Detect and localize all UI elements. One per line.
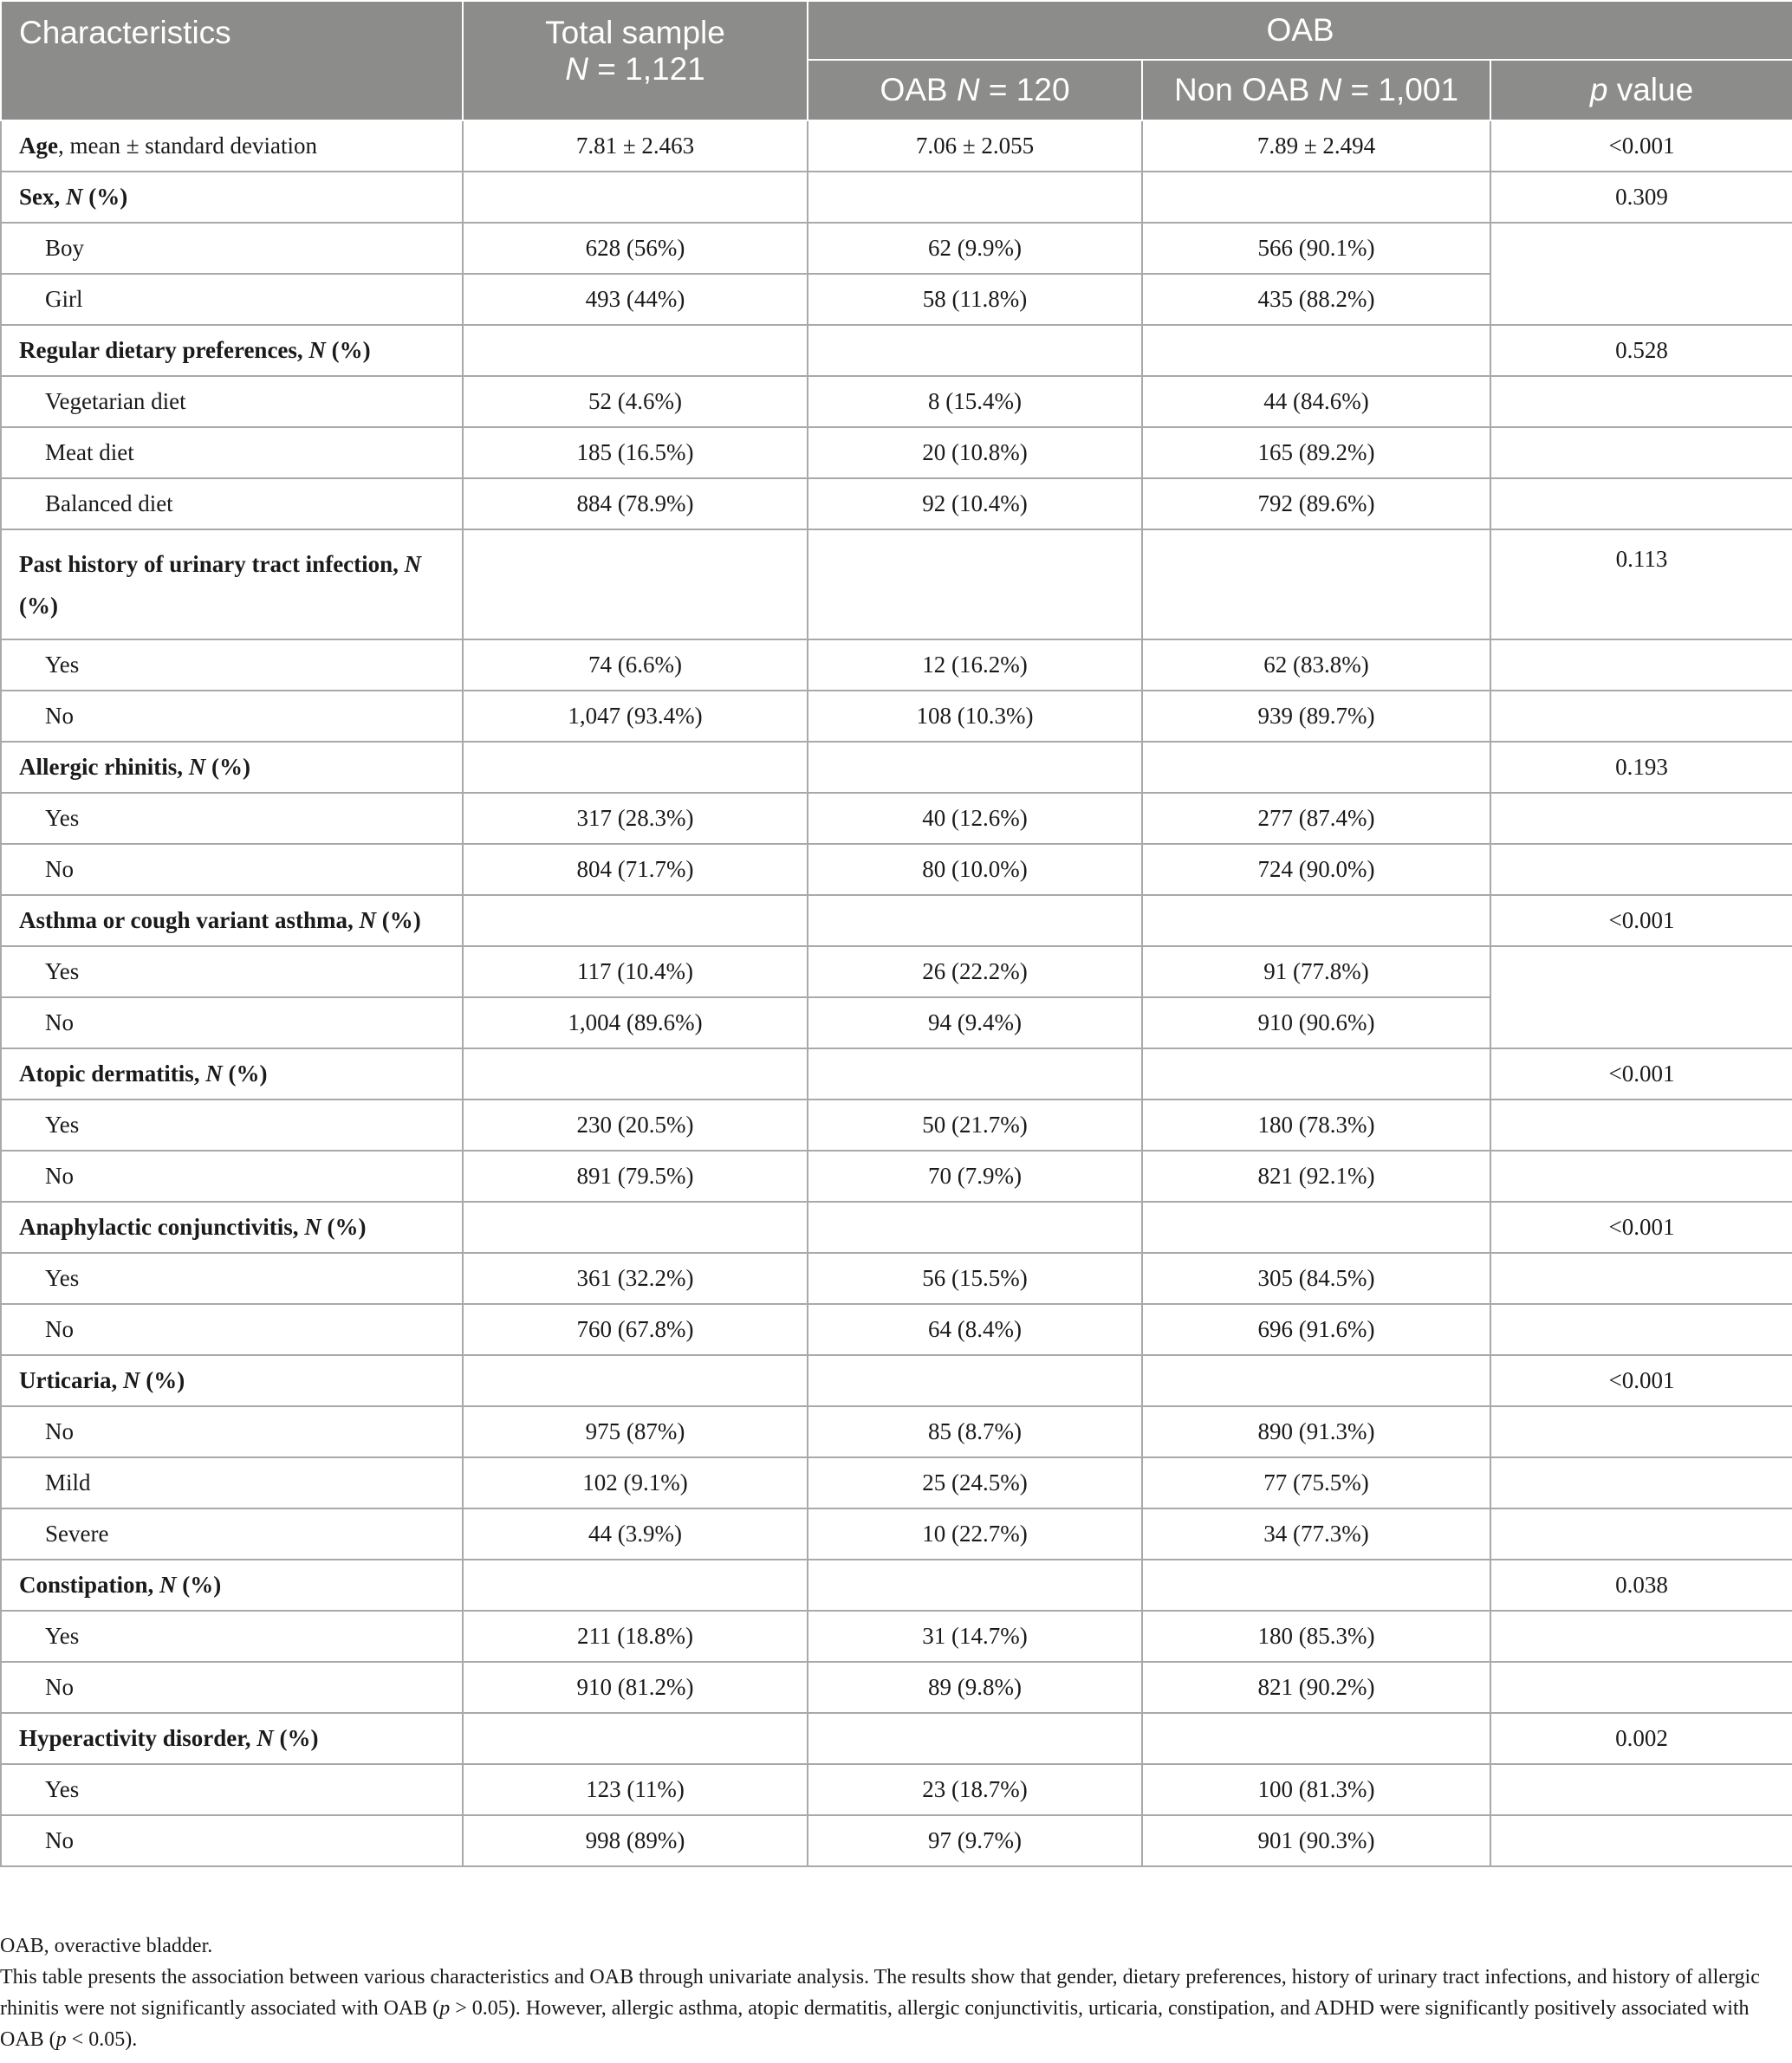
cell-p-value bbox=[1490, 478, 1792, 529]
cell-total: 317 (28.3%) bbox=[463, 793, 808, 844]
cell-p-value bbox=[1490, 1508, 1792, 1560]
header-non-oab-column bbox=[1142, 60, 1490, 120]
cell-oab: 40 (12.6%) bbox=[808, 793, 1142, 844]
cell-total bbox=[463, 895, 808, 946]
row-label: No bbox=[1, 1151, 463, 1202]
cell-p-value bbox=[1490, 1253, 1792, 1304]
table-row bbox=[1, 691, 1792, 742]
row-label bbox=[1, 895, 463, 946]
footnote-p-symbol-1: p bbox=[439, 1997, 451, 2020]
cell-non-oab bbox=[1142, 1048, 1490, 1100]
row-label-text: Constipation, bbox=[19, 1572, 154, 1598]
cell-oab: 97 (9.7%) bbox=[808, 1815, 1142, 1866]
cell-p-value: 0.528 bbox=[1490, 325, 1792, 376]
cell-oab bbox=[808, 895, 1142, 946]
cell-non-oab: 910 (90.6%) bbox=[1142, 997, 1490, 1048]
footnote-text-2: > 0.05). However, allergic asthma, atopic dermatitis, allergic conjunctivitis, urticaria, constipation, and ADHD were significantly positively associated with OAB ( bbox=[0, 1997, 1750, 2051]
cell-p-value: 0.193 bbox=[1490, 742, 1792, 793]
table-row-category bbox=[1, 1202, 1792, 1253]
row-label: No bbox=[1, 844, 463, 895]
header-oab-n-value: = 120 bbox=[979, 72, 1070, 107]
footnote-text-1: This table presents the association between various characteristics and OAB through univariate analysis. The results show that gender, dietary preferences, history of urinary tract infections, and history of allergic rhinitis were not significantly associated with OAB ( bbox=[0, 1966, 1760, 2020]
cell-p-value: 0.002 bbox=[1490, 1713, 1792, 1764]
table-row bbox=[1, 1662, 1792, 1713]
cell-oab: 80 (10.0%) bbox=[808, 844, 1142, 895]
cell-non-oab bbox=[1142, 1713, 1490, 1764]
cell-total: 910 (81.2%) bbox=[463, 1662, 808, 1713]
header-oab-n-symbol: N bbox=[956, 72, 980, 107]
cell-p-value bbox=[1490, 844, 1792, 895]
cell-p-value bbox=[1490, 427, 1792, 478]
header-oab-text: OAB bbox=[880, 72, 957, 107]
row-label-suffix: (%) bbox=[176, 1572, 222, 1598]
row-label-n: N bbox=[66, 184, 83, 210]
row-label-text: Urticaria, bbox=[19, 1367, 118, 1393]
cell-p-value bbox=[1490, 793, 1792, 844]
cell-non-oab: 165 (89.2%) bbox=[1142, 427, 1490, 478]
cell-p-value bbox=[1490, 1406, 1792, 1457]
header-p-label: value bbox=[1607, 72, 1694, 107]
cell-non-oab: 566 (90.1%) bbox=[1142, 223, 1490, 274]
cell-oab: 26 (22.2%) bbox=[808, 946, 1142, 997]
table-row bbox=[1, 1151, 1792, 1202]
cell-oab: 89 (9.8%) bbox=[808, 1662, 1142, 1713]
cell-p-value: 0.113 bbox=[1490, 529, 1792, 639]
row-label bbox=[1, 120, 463, 172]
cell-total: 998 (89%) bbox=[463, 1815, 808, 1866]
cell-total: 52 (4.6%) bbox=[463, 376, 808, 427]
cell-oab: 92 (10.4%) bbox=[808, 478, 1142, 529]
cell-oab bbox=[808, 1048, 1142, 1100]
row-label bbox=[1, 1355, 463, 1406]
cell-oab: 12 (16.2%) bbox=[808, 639, 1142, 691]
cell-p-value bbox=[1490, 691, 1792, 742]
cell-oab: 56 (15.5%) bbox=[808, 1253, 1142, 1304]
table-row-category bbox=[1, 1355, 1792, 1406]
cell-non-oab: 91 (77.8%) bbox=[1142, 946, 1490, 997]
row-label bbox=[1, 172, 463, 223]
row-label-text: Past history of urinary tract infection, bbox=[19, 550, 399, 577]
row-label-suffix: (%) bbox=[82, 184, 128, 210]
cell-total: 1,004 (89.6%) bbox=[463, 997, 808, 1048]
cell-p-value bbox=[1490, 1815, 1792, 1866]
table-row-category bbox=[1, 325, 1792, 376]
cell-total bbox=[463, 1202, 808, 1253]
row-label: Yes bbox=[1, 1253, 463, 1304]
cell-p-value: 0.038 bbox=[1490, 1560, 1792, 1611]
table-row bbox=[1, 844, 1792, 895]
cell-total: 760 (67.8%) bbox=[463, 1304, 808, 1355]
cell-non-oab bbox=[1142, 1560, 1490, 1611]
row-label bbox=[1, 1560, 463, 1611]
cell-oab: 25 (24.5%) bbox=[808, 1457, 1142, 1508]
cell-non-oab bbox=[1142, 172, 1490, 223]
row-label-text: Allergic rhinitis, bbox=[19, 754, 183, 780]
cell-oab bbox=[808, 172, 1142, 223]
row-label bbox=[1, 742, 463, 793]
table-row bbox=[1, 1304, 1792, 1355]
cell-oab: 8 (15.4%) bbox=[808, 376, 1142, 427]
cell-oab: 23 (18.7%) bbox=[808, 1764, 1142, 1815]
table-row bbox=[1, 478, 1792, 529]
cell-p-value bbox=[1490, 376, 1792, 427]
cell-p-value-merged bbox=[1490, 223, 1792, 325]
row-label bbox=[1, 1048, 463, 1100]
header-non-oab-text: Non OAB bbox=[1173, 72, 1319, 107]
table-row bbox=[1, 1611, 1792, 1662]
table-row bbox=[1, 1508, 1792, 1560]
cell-total bbox=[463, 325, 808, 376]
header-total-sample bbox=[463, 1, 808, 120]
row-label-n: N bbox=[359, 907, 377, 933]
row-label: No bbox=[1, 691, 463, 742]
cell-non-oab bbox=[1142, 1355, 1490, 1406]
row-label-text: Asthma or cough variant asthma, bbox=[19, 907, 354, 933]
cell-total: 123 (11%) bbox=[463, 1764, 808, 1815]
cell-total: 185 (16.5%) bbox=[463, 427, 808, 478]
row-label-suffix: (%) bbox=[205, 754, 250, 780]
row-label-suffix: (%) bbox=[273, 1725, 319, 1751]
row-label: Yes bbox=[1, 1100, 463, 1151]
cell-total bbox=[463, 1560, 808, 1611]
cell-oab: 62 (9.9%) bbox=[808, 223, 1142, 274]
row-label-text: Sex, bbox=[19, 184, 61, 210]
row-label-n: N bbox=[404, 550, 422, 577]
row-label-suffix: (%) bbox=[325, 337, 371, 363]
row-label-suffix: , mean ± standard deviation bbox=[57, 133, 317, 159]
header-non-oab-n-value: = 1,001 bbox=[1341, 72, 1459, 107]
row-label: Vegetarian diet bbox=[1, 376, 463, 427]
cell-p-value: <0.001 bbox=[1490, 1202, 1792, 1253]
cell-oab bbox=[808, 1202, 1142, 1253]
table-row-category bbox=[1, 1048, 1792, 1100]
cell-non-oab: 62 (83.8%) bbox=[1142, 639, 1490, 691]
row-label-suffix: (%) bbox=[222, 1061, 268, 1087]
cell-non-oab: 7.89 ± 2.494 bbox=[1142, 120, 1490, 172]
cell-p-value: <0.001 bbox=[1490, 895, 1792, 946]
cell-non-oab bbox=[1142, 325, 1490, 376]
table-row bbox=[1, 639, 1792, 691]
row-label: Boy bbox=[1, 223, 463, 274]
cell-total: 628 (56%) bbox=[463, 223, 808, 274]
cell-non-oab: 34 (77.3%) bbox=[1142, 1508, 1490, 1560]
cell-p-value: <0.001 bbox=[1490, 1048, 1792, 1100]
cell-total: 891 (79.5%) bbox=[463, 1151, 808, 1202]
cell-total: 975 (87%) bbox=[463, 1406, 808, 1457]
cell-oab: 85 (8.7%) bbox=[808, 1406, 1142, 1457]
cell-oab: 50 (21.7%) bbox=[808, 1100, 1142, 1151]
table-row bbox=[1, 1406, 1792, 1457]
cell-total bbox=[463, 1713, 808, 1764]
table-row bbox=[1, 223, 1792, 274]
cell-total: 74 (6.6%) bbox=[463, 639, 808, 691]
cell-p-value bbox=[1490, 1304, 1792, 1355]
cell-non-oab: 180 (78.3%) bbox=[1142, 1100, 1490, 1151]
cell-p-value bbox=[1490, 1151, 1792, 1202]
header-total-n-symbol: N bbox=[565, 51, 588, 87]
table-row bbox=[1, 946, 1792, 997]
row-label bbox=[1, 529, 463, 639]
table-row bbox=[1, 1764, 1792, 1815]
table-row bbox=[1, 793, 1792, 844]
table-row bbox=[1, 1100, 1792, 1151]
row-label-suffix: (%) bbox=[19, 592, 58, 619]
cell-total: 117 (10.4%) bbox=[463, 946, 808, 997]
row-label-n: N bbox=[256, 1725, 274, 1751]
cell-p-value-merged bbox=[1490, 946, 1792, 1048]
row-label: No bbox=[1, 1406, 463, 1457]
header-oab-group: OAB bbox=[808, 1, 1792, 60]
cell-total bbox=[463, 1048, 808, 1100]
cell-total: 102 (9.1%) bbox=[463, 1457, 808, 1508]
cell-non-oab: 100 (81.3%) bbox=[1142, 1764, 1490, 1815]
cell-total: 230 (20.5%) bbox=[463, 1100, 808, 1151]
cell-non-oab bbox=[1142, 895, 1490, 946]
row-label-text: Hyperactivity disorder, bbox=[19, 1725, 251, 1751]
cell-total: 804 (71.7%) bbox=[463, 844, 808, 895]
cell-oab bbox=[808, 742, 1142, 793]
row-label: Meat diet bbox=[1, 427, 463, 478]
cell-total: 211 (18.8%) bbox=[463, 1611, 808, 1662]
cell-non-oab: 821 (92.1%) bbox=[1142, 1151, 1490, 1202]
cell-non-oab: 939 (89.7%) bbox=[1142, 691, 1490, 742]
cell-oab bbox=[808, 1560, 1142, 1611]
table-row bbox=[1, 427, 1792, 478]
cell-oab: 7.06 ± 2.055 bbox=[808, 120, 1142, 172]
cell-total bbox=[463, 1355, 808, 1406]
cell-non-oab: 821 (90.2%) bbox=[1142, 1662, 1490, 1713]
cell-non-oab bbox=[1142, 1202, 1490, 1253]
table-row bbox=[1, 1457, 1792, 1508]
row-label: Balanced diet bbox=[1, 478, 463, 529]
row-label-n: N bbox=[205, 1061, 223, 1087]
cell-total: 1,047 (93.4%) bbox=[463, 691, 808, 742]
header-p-symbol: p bbox=[1589, 72, 1608, 107]
header-total-label: Total sample bbox=[545, 15, 725, 50]
row-label: No bbox=[1, 1662, 463, 1713]
row-label-n: N bbox=[122, 1367, 140, 1393]
cell-oab bbox=[808, 1355, 1142, 1406]
cell-non-oab: 901 (90.3%) bbox=[1142, 1815, 1490, 1866]
row-label: Yes bbox=[1, 1764, 463, 1815]
row-label-text: Regular dietary preferences, bbox=[19, 337, 303, 363]
cell-non-oab: 435 (88.2%) bbox=[1142, 274, 1490, 325]
row-label-n: N bbox=[159, 1572, 177, 1598]
cell-non-oab: 77 (75.5%) bbox=[1142, 1457, 1490, 1508]
row-label-n: N bbox=[308, 337, 326, 363]
table-body bbox=[1, 120, 1792, 1866]
header-p-value bbox=[1490, 60, 1792, 120]
cell-non-oab: 696 (91.6%) bbox=[1142, 1304, 1490, 1355]
row-label-text: Atopic dermatitis, bbox=[19, 1061, 200, 1087]
cell-total bbox=[463, 529, 808, 639]
cell-non-oab: 724 (90.0%) bbox=[1142, 844, 1490, 895]
cell-total bbox=[463, 172, 808, 223]
table-footnotes bbox=[0, 1930, 1792, 2055]
table-row bbox=[1, 376, 1792, 427]
header-non-oab-n-symbol: N bbox=[1318, 72, 1342, 107]
table-header bbox=[1, 1, 1792, 120]
table-row bbox=[1, 1253, 1792, 1304]
cell-p-value bbox=[1490, 1662, 1792, 1713]
cell-oab: 31 (14.7%) bbox=[808, 1611, 1142, 1662]
cell-oab bbox=[808, 1713, 1142, 1764]
cell-p-value: 0.309 bbox=[1490, 172, 1792, 223]
row-label-bold: Age bbox=[19, 133, 58, 159]
cell-p-value bbox=[1490, 1611, 1792, 1662]
row-label-suffix: (%) bbox=[376, 907, 421, 933]
cell-total: 361 (32.2%) bbox=[463, 1253, 808, 1304]
row-label: No bbox=[1, 997, 463, 1048]
cell-total bbox=[463, 742, 808, 793]
footnote-abbreviation: OAB, overactive bladder. bbox=[0, 1935, 213, 1957]
cell-oab: 70 (7.9%) bbox=[808, 1151, 1142, 1202]
cell-oab bbox=[808, 529, 1142, 639]
row-label: Mild bbox=[1, 1457, 463, 1508]
row-label-suffix: (%) bbox=[321, 1214, 367, 1240]
cell-non-oab: 890 (91.3%) bbox=[1142, 1406, 1490, 1457]
table-row-category bbox=[1, 742, 1792, 793]
cell-p-value: <0.001 bbox=[1490, 1355, 1792, 1406]
header-oab-column bbox=[808, 60, 1142, 120]
row-label-text: Anaphylactic conjunctivitis, bbox=[19, 1214, 299, 1240]
cell-p-value bbox=[1490, 1100, 1792, 1151]
row-label-n: N bbox=[188, 754, 206, 780]
cell-non-oab bbox=[1142, 742, 1490, 793]
footnote-text-3: < 0.05). bbox=[66, 2028, 138, 2051]
row-label: Severe bbox=[1, 1508, 463, 1560]
row-label bbox=[1, 1713, 463, 1764]
cell-non-oab: 792 (89.6%) bbox=[1142, 478, 1490, 529]
table-row-category bbox=[1, 1713, 1792, 1764]
table-row-category bbox=[1, 172, 1792, 223]
row-label: Yes bbox=[1, 639, 463, 691]
cell-oab: 64 (8.4%) bbox=[808, 1304, 1142, 1355]
header-total-n-value: = 1,121 bbox=[588, 51, 705, 87]
cell-oab: 108 (10.3%) bbox=[808, 691, 1142, 742]
cell-non-oab bbox=[1142, 529, 1490, 639]
row-label: No bbox=[1, 1304, 463, 1355]
cell-non-oab: 305 (84.5%) bbox=[1142, 1253, 1490, 1304]
row-label: Yes bbox=[1, 793, 463, 844]
cell-p-value: <0.001 bbox=[1490, 120, 1792, 172]
row-label bbox=[1, 1202, 463, 1253]
footnote-description bbox=[0, 1962, 1792, 2055]
cell-non-oab: 277 (87.4%) bbox=[1142, 793, 1490, 844]
footnote-p-symbol-2: p bbox=[55, 2028, 67, 2051]
cell-oab bbox=[808, 325, 1142, 376]
cell-oab: 94 (9.4%) bbox=[808, 997, 1142, 1048]
row-label: Girl bbox=[1, 274, 463, 325]
cell-total: 493 (44%) bbox=[463, 274, 808, 325]
cell-oab: 10 (22.7%) bbox=[808, 1508, 1142, 1560]
cell-oab: 20 (10.8%) bbox=[808, 427, 1142, 478]
cell-non-oab: 180 (85.3%) bbox=[1142, 1611, 1490, 1662]
row-label-n: N bbox=[304, 1214, 321, 1240]
cell-total: 884 (78.9%) bbox=[463, 478, 808, 529]
cell-total: 7.81 ± 2.463 bbox=[463, 120, 808, 172]
row-label-suffix: (%) bbox=[140, 1367, 185, 1393]
cell-p-value bbox=[1490, 639, 1792, 691]
header-characteristics: Characteristics bbox=[1, 1, 463, 120]
cell-p-value bbox=[1490, 1457, 1792, 1508]
row-label: Yes bbox=[1, 946, 463, 997]
row-label: Yes bbox=[1, 1611, 463, 1662]
table-row-category bbox=[1, 895, 1792, 946]
table-row-category bbox=[1, 529, 1792, 639]
row-label bbox=[1, 325, 463, 376]
cell-oab: 58 (11.8%) bbox=[808, 274, 1142, 325]
cell-p-value bbox=[1490, 1764, 1792, 1815]
row-label: No bbox=[1, 1815, 463, 1866]
table-row bbox=[1, 1815, 1792, 1866]
cell-non-oab: 44 (84.6%) bbox=[1142, 376, 1490, 427]
table-row-category bbox=[1, 1560, 1792, 1611]
cell-total: 44 (3.9%) bbox=[463, 1508, 808, 1560]
table-row-age bbox=[1, 120, 1792, 172]
